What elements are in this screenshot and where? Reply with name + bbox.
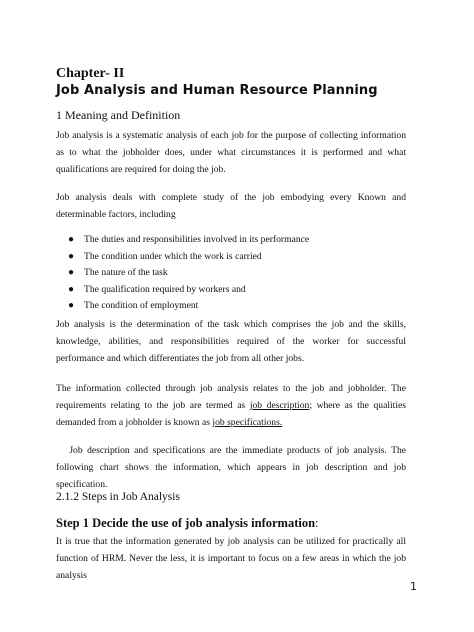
subsection-heading: 2.1.2 Steps in Job Analysis [56,491,180,503]
paragraph-products: Job description and specifications are the immediate products of job analysis. The following chart shows the information, which appears in job description and job specification. [56,445,406,490]
bullet-icon: ● [68,300,75,311]
job-specifications-link[interactable]: job specifications. [212,417,283,428]
step-heading: Step 1 Decide the use of job analysis information: [56,516,319,530]
factor-list [56,232,416,315]
page-number: 1 [410,580,417,593]
bullet-icon: ● [68,283,75,295]
paragraph-determination: Job analysis is the determination of the task which comprises the job and the skills, knowledge, abilities, and responsibilities required of the worker for successful performance and which differentiates the job from all other jobs. [56,319,406,364]
list-item: ● The nature of the task [56,265,416,282]
chapter-label: Chapter- II [56,66,125,81]
list-item: ● The condition under which the work is carried [56,249,416,266]
chapter-title: Job Analysis and Human Resource Planning [56,83,378,98]
list-item: ● The qualification required by workers and [56,282,416,299]
section-heading: 1 Meaning and Definition [56,108,181,122]
bullet-icon: ● [68,234,75,245]
paragraph-definition: Job analysis is a systematic analysis of each job for the purpose of collecting information as to what the jobholder does, under what circumstances it is performed and what qualifications are required for doing the job. [56,130,406,175]
paragraph-step1: It is true that the information generated by job analysis can be utilized for practically all function of HRM. Never the less, it is important to focus on a few areas in which the job analysis [56,536,406,581]
job-description-link[interactable]: job description [249,400,310,411]
paragraph-information: The information collected through job analysis relates to the job and jobholder. The requirements relating to the job are termed as job description; where as the qualities demanded from a jobholder is known as job specifications. [56,383,406,428]
bullet-icon: ● [68,250,75,262]
list-item: ● The duties and responsibilities involved in its performance [56,232,416,249]
bullet-icon: ● [68,267,75,278]
paragraph-study: Job analysis deals with complete study of the job embodying every Known and determinable factors, including [56,192,406,220]
list-item: ● The condition of employment [56,298,416,315]
